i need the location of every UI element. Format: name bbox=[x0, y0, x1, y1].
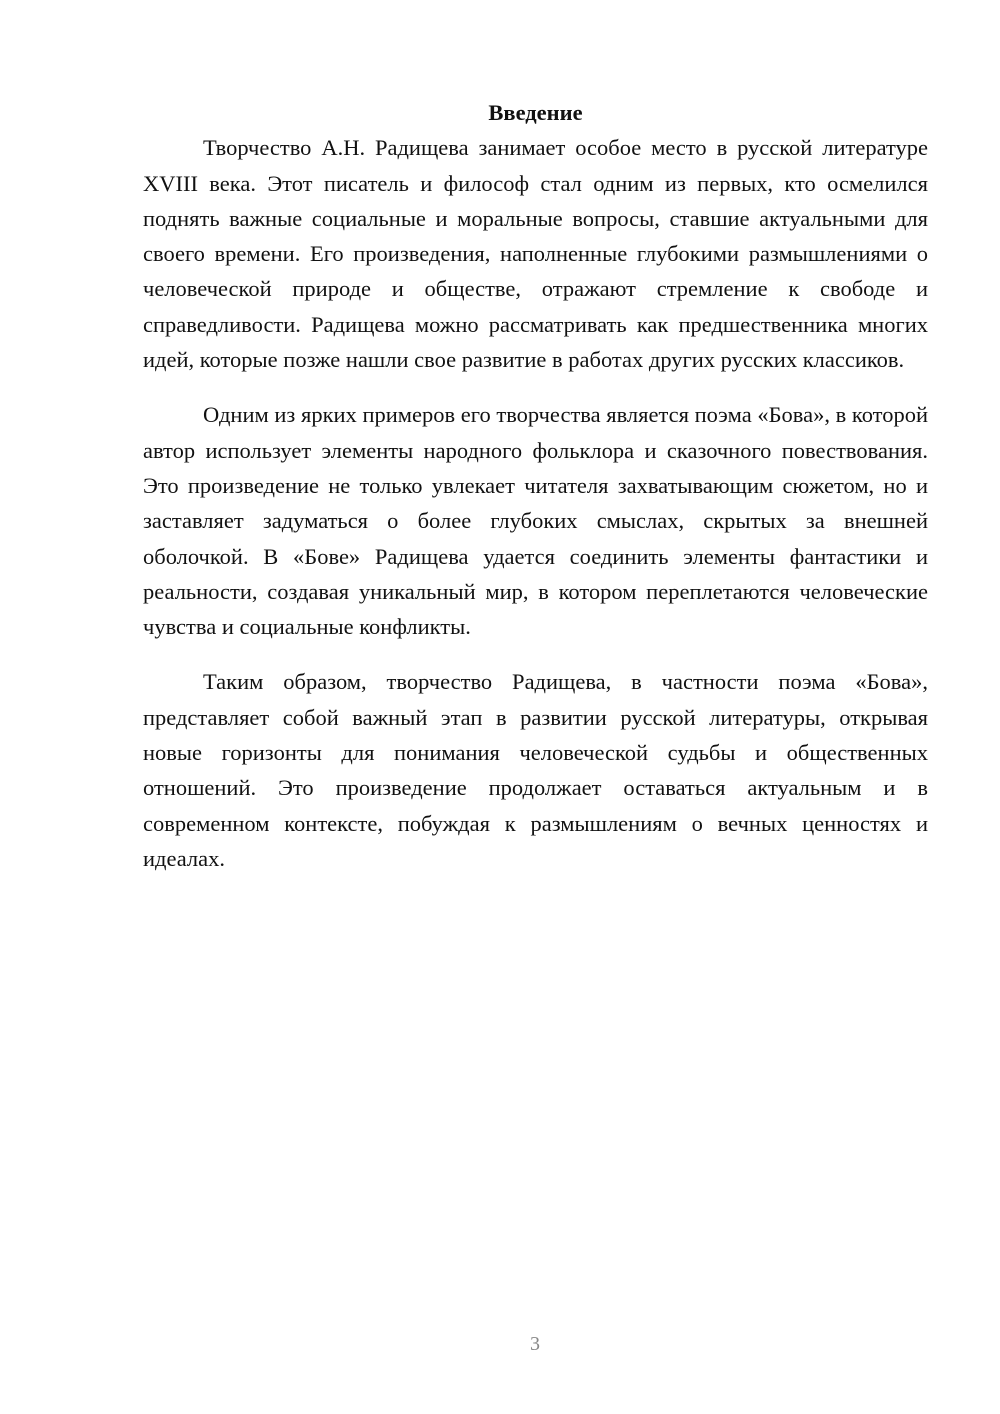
document-body bbox=[143, 95, 928, 876]
page-number: 3 bbox=[530, 1333, 540, 1355]
paragraph-1: Творчество А.Н. Радищева занимает особое место в русской литературе XVIII века. Этот писатель и философ стал одним из первых, кто осмелился поднять важные социальные и моральные вопросы, ставшие актуальными для своего времени. Его произведения, наполненные глубокими размышлениями о человеческой природе и обществе, отражают стремление к свободе и справедливости. Радищева можно рассматривать как предшественника многих идей, которые позже нашли свое развитие в работах других русских классиков. bbox=[143, 135, 928, 373]
paragraph-2: Одним из ярких примеров его творчества является поэма «Бова», в которой автор использует элементы народного фольклора и сказочного повествования. Это произведение не только увлекает читателя захватывающим сюжетом, но и заставляет задуматься о более глубоких смыслах, скрытых за внешней оболочкой. В «Бове» Радищева удается соединить элементы фантастики и реальности, создавая уникальный мир, в котором переплетаются человеческие чувства и социальные конфликты. bbox=[143, 402, 928, 640]
section-title: Введение bbox=[488, 100, 583, 125]
paragraph-3: Таким образом, творчество Радищева, в частности поэма «Бова», представляет собой важный этап в развитии русской литературы, открывая новые горизонты для понимания человеческой судьбы и общественных отношений. Это произведение продолжает оставаться актуальным и в современном контексте, побуждая к размышлениям о вечных ценностях и идеалах. bbox=[143, 669, 928, 871]
